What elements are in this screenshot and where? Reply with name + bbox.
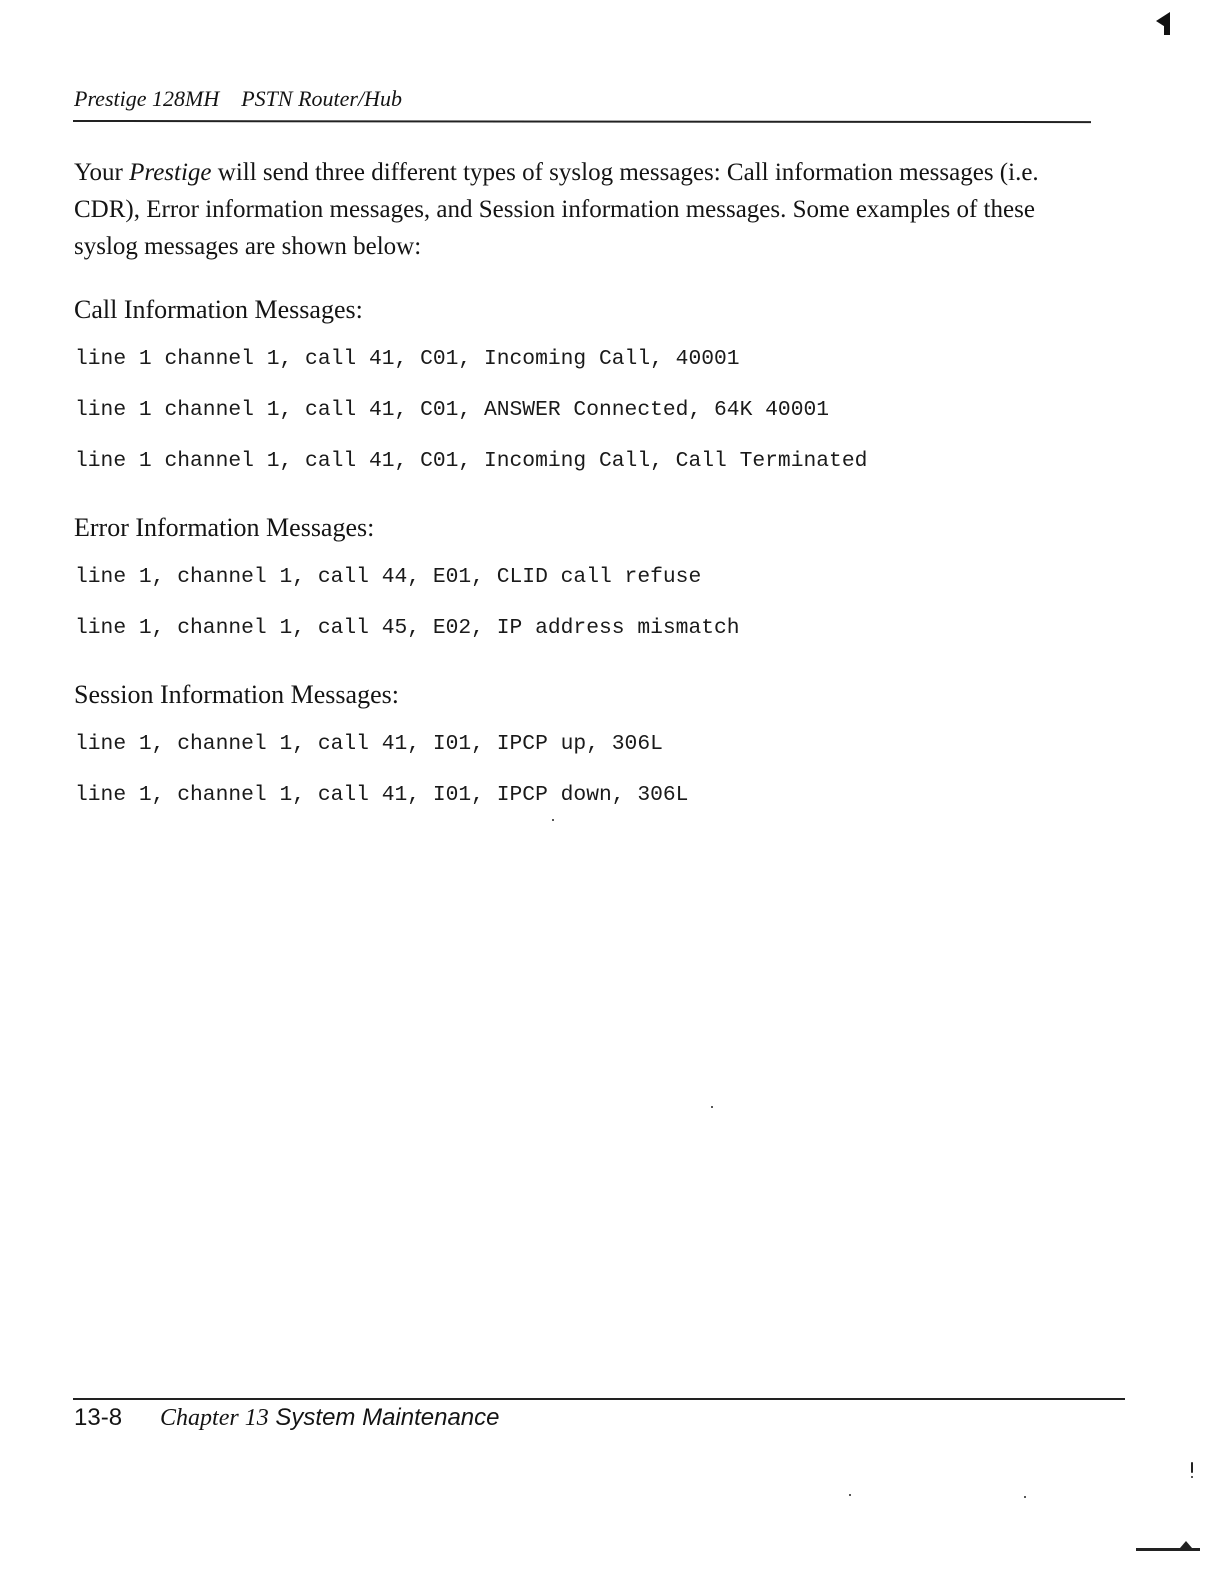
call-info-line: line 1 channel 1, call 41, C01, Incoming Call, Call Terminated: [75, 449, 868, 473]
call-info-heading: Call Information Messages:: [74, 295, 363, 324]
intro-line-2: CDR), Error information messages, and Session information messages. Some examples of these: [74, 196, 1035, 223]
intro-paragraph: [74, 154, 1104, 265]
intro-line-1: [74, 154, 1104, 191]
scan-speck: [1191, 1476, 1193, 1478]
intro-text: Your: [74, 159, 130, 186]
scan-speck: [849, 1494, 851, 1496]
scan-corner-mark: [1136, 1548, 1200, 1551]
footer-rule: [73, 1398, 1125, 1400]
call-info-line: line 1 channel 1, call 41, C01, ANSWER Connected, 64K 40001: [75, 398, 830, 422]
error-info-heading: Error Information Messages:: [74, 513, 375, 542]
session-info-line: line 1, channel 1, call 41, I01, IPCP up, 306L: [75, 732, 663, 756]
header-subtitle: PSTN Router/Hub: [241, 86, 402, 111]
chapter-title: System Maintenance: [275, 1404, 500, 1431]
call-info-line: line 1 channel 1, call 41, C01, Incoming Call, 40001: [75, 347, 740, 371]
running-header: [74, 86, 402, 112]
intro-text: will send three different types of syslog messages: Call information messages (i.e.: [211, 159, 1039, 186]
error-info-line: line 1, channel 1, call 45, E02, IP address mismatch: [75, 616, 740, 640]
error-info-line: line 1, channel 1, call 44, E01, CLID call refuse: [75, 565, 702, 589]
scan-speck: [552, 819, 554, 821]
header-product: Prestige 128MH: [74, 86, 220, 111]
scan-speck: [1191, 1462, 1193, 1473]
scan-speck: [711, 1106, 713, 1108]
session-info-heading: Session Information Messages:: [74, 680, 399, 709]
running-footer: [74, 1404, 500, 1432]
intro-line-3: syslog messages are shown below:: [74, 233, 422, 260]
chapter-label: Chapter 13: [160, 1405, 269, 1431]
scan-corner-mark: [1156, 12, 1170, 30]
scan-speck: [1024, 1496, 1026, 1498]
page-number: 13-8: [74, 1404, 123, 1431]
intro-product-name: Prestige: [129, 159, 212, 186]
session-info-line: line 1, channel 1, call 41, I01, IPCP down, 306L: [75, 783, 689, 807]
header-rule: [73, 120, 1091, 123]
